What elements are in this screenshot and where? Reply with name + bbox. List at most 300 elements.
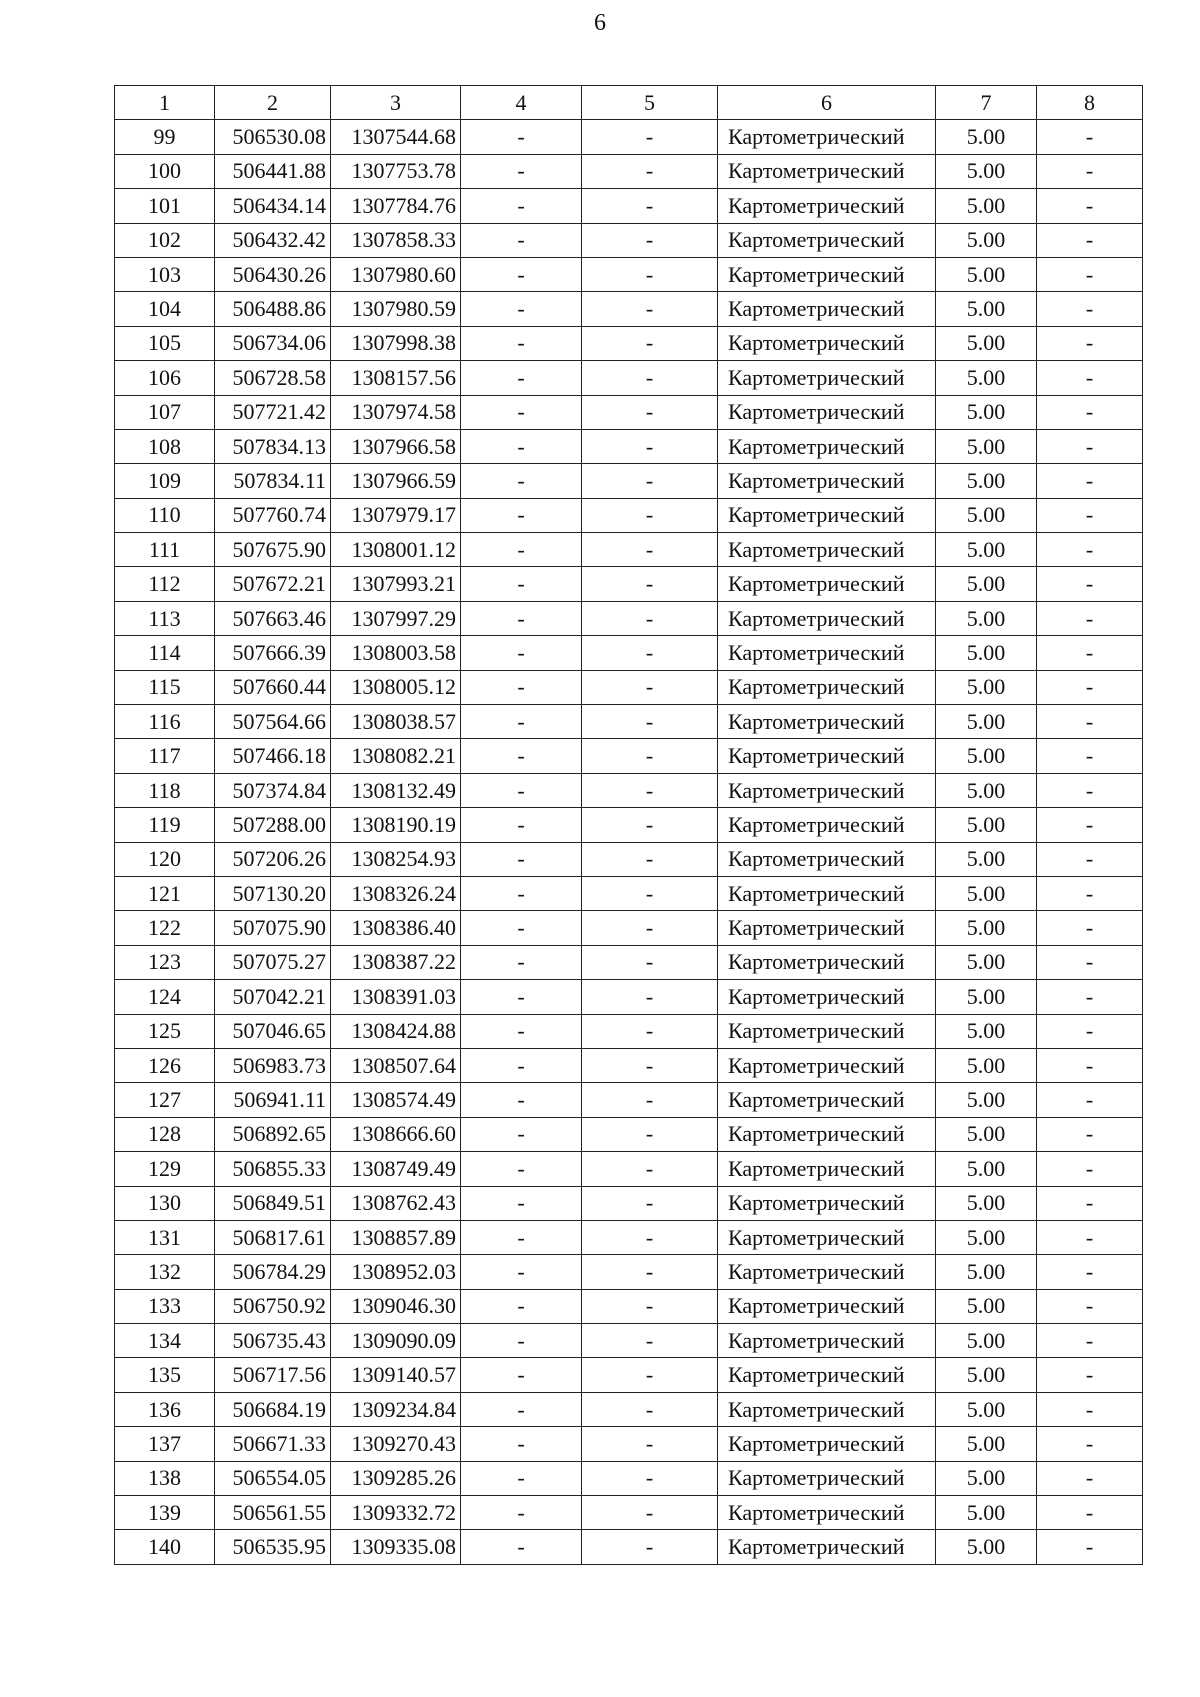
column-4-cell: - <box>461 1496 582 1530</box>
point-number-cell: 99 <box>115 120 215 154</box>
accuracy-cell: 5.00 <box>936 533 1037 567</box>
y-coordinate-cell: 1308326.24 <box>331 876 461 910</box>
column-8-cell: - <box>1037 1427 1143 1461</box>
method-cell: Картометрический <box>718 567 936 601</box>
y-coordinate-cell: 1309270.43 <box>331 1427 461 1461</box>
column-4-cell: - <box>461 292 582 326</box>
x-coordinate-cell: 506983.73 <box>215 1048 331 1082</box>
column-5-cell: - <box>582 1358 718 1392</box>
method-cell: Картометрический <box>718 361 936 395</box>
y-coordinate-cell: 1308005.12 <box>331 670 461 704</box>
accuracy-cell: 5.00 <box>936 1048 1037 1082</box>
x-coordinate-cell: 507564.66 <box>215 705 331 739</box>
point-number-cell: 113 <box>115 601 215 635</box>
column-5-cell: - <box>582 601 718 635</box>
point-number-cell: 119 <box>115 808 215 842</box>
column-4-cell: - <box>461 429 582 463</box>
accuracy-cell: 5.00 <box>936 842 1037 876</box>
column-8-cell: - <box>1037 808 1143 842</box>
table-row <box>115 876 1143 910</box>
column-4-cell: - <box>461 154 582 188</box>
y-coordinate-cell: 1307974.58 <box>331 395 461 429</box>
method-cell: Картометрический <box>718 154 936 188</box>
column-8-cell: - <box>1037 257 1143 291</box>
x-coordinate-cell: 506535.95 <box>215 1530 331 1564</box>
table-row <box>115 257 1143 291</box>
column-8-cell: - <box>1037 361 1143 395</box>
point-number-cell: 139 <box>115 1496 215 1530</box>
point-number-cell: 111 <box>115 533 215 567</box>
column-header: 3 <box>331 86 461 120</box>
point-number-cell: 138 <box>115 1461 215 1495</box>
column-5-cell: - <box>582 1496 718 1530</box>
column-5-cell: - <box>582 1392 718 1426</box>
x-coordinate-cell: 506941.11 <box>215 1083 331 1117</box>
column-5-cell: - <box>582 533 718 567</box>
x-coordinate-cell: 506784.29 <box>215 1255 331 1289</box>
column-5-cell: - <box>582 1186 718 1220</box>
method-cell: Картометрический <box>718 1152 936 1186</box>
point-number-cell: 118 <box>115 773 215 807</box>
table-body <box>115 120 1143 1564</box>
column-8-cell: - <box>1037 670 1143 704</box>
method-cell: Картометрический <box>718 498 936 532</box>
y-coordinate-cell: 1307966.59 <box>331 464 461 498</box>
accuracy-cell: 5.00 <box>936 361 1037 395</box>
point-number-cell: 109 <box>115 464 215 498</box>
column-5-cell: - <box>582 1083 718 1117</box>
accuracy-cell: 5.00 <box>936 601 1037 635</box>
column-4-cell: - <box>461 670 582 704</box>
column-4-cell: - <box>461 842 582 876</box>
column-8-cell: - <box>1037 1392 1143 1426</box>
column-4-cell: - <box>461 739 582 773</box>
column-8-cell: - <box>1037 567 1143 601</box>
point-number-cell: 106 <box>115 361 215 395</box>
table-row <box>115 498 1143 532</box>
table-row <box>115 1427 1143 1461</box>
y-coordinate-cell: 1308666.60 <box>331 1117 461 1151</box>
x-coordinate-cell: 506432.42 <box>215 223 331 257</box>
column-5-cell: - <box>582 223 718 257</box>
accuracy-cell: 5.00 <box>936 498 1037 532</box>
method-cell: Картометрический <box>718 1358 936 1392</box>
column-4-cell: - <box>461 1152 582 1186</box>
point-number-cell: 120 <box>115 842 215 876</box>
y-coordinate-cell: 1308386.40 <box>331 911 461 945</box>
x-coordinate-cell: 507288.00 <box>215 808 331 842</box>
x-coordinate-cell: 506855.33 <box>215 1152 331 1186</box>
y-coordinate-cell: 1308762.43 <box>331 1186 461 1220</box>
accuracy-cell: 5.00 <box>936 1220 1037 1254</box>
accuracy-cell: 5.00 <box>936 911 1037 945</box>
method-cell: Картометрический <box>718 1289 936 1323</box>
column-8-cell: - <box>1037 533 1143 567</box>
column-8-cell: - <box>1037 1324 1143 1358</box>
column-header: 4 <box>461 86 582 120</box>
method-cell: Картометрический <box>718 1530 936 1564</box>
method-cell: Картометрический <box>718 464 936 498</box>
column-5-cell: - <box>582 464 718 498</box>
y-coordinate-cell: 1307980.59 <box>331 292 461 326</box>
table-row <box>115 1117 1143 1151</box>
y-coordinate-cell: 1307997.29 <box>331 601 461 635</box>
column-4-cell: - <box>461 223 582 257</box>
column-5-cell: - <box>582 1255 718 1289</box>
column-4-cell: - <box>461 361 582 395</box>
method-cell: Картометрический <box>718 773 936 807</box>
method-cell: Картометрический <box>718 636 936 670</box>
method-cell: Картометрический <box>718 1186 936 1220</box>
x-coordinate-cell: 506684.19 <box>215 1392 331 1426</box>
column-5-cell: - <box>582 292 718 326</box>
column-5-cell: - <box>582 1324 718 1358</box>
column-4-cell: - <box>461 1427 582 1461</box>
column-5-cell: - <box>582 1427 718 1461</box>
column-4-cell: - <box>461 1255 582 1289</box>
table-row <box>115 1461 1143 1495</box>
x-coordinate-cell: 506530.08 <box>215 120 331 154</box>
table-row <box>115 120 1143 154</box>
accuracy-cell: 5.00 <box>936 945 1037 979</box>
page-number: 6 <box>594 10 606 36</box>
method-cell: Картометрический <box>718 1083 936 1117</box>
column-4-cell: - <box>461 808 582 842</box>
column-4-cell: - <box>461 945 582 979</box>
accuracy-cell: 5.00 <box>936 1083 1037 1117</box>
column-5-cell: - <box>582 1048 718 1082</box>
y-coordinate-cell: 1307966.58 <box>331 429 461 463</box>
column-8-cell: - <box>1037 1289 1143 1323</box>
column-8-cell: - <box>1037 326 1143 360</box>
method-cell: Картометрический <box>718 705 936 739</box>
accuracy-cell: 5.00 <box>936 1530 1037 1564</box>
column-8-cell: - <box>1037 1461 1143 1495</box>
table-row <box>115 1152 1143 1186</box>
y-coordinate-cell: 1308749.49 <box>331 1152 461 1186</box>
accuracy-cell: 5.00 <box>936 120 1037 154</box>
column-4-cell: - <box>461 1358 582 1392</box>
x-coordinate-cell: 506434.14 <box>215 189 331 223</box>
accuracy-cell: 5.00 <box>936 670 1037 704</box>
point-number-cell: 133 <box>115 1289 215 1323</box>
column-4-cell: - <box>461 1289 582 1323</box>
method-cell: Картометрический <box>718 1220 936 1254</box>
method-cell: Картометрический <box>718 1048 936 1082</box>
column-5-cell: - <box>582 120 718 154</box>
point-number-cell: 130 <box>115 1186 215 1220</box>
accuracy-cell: 5.00 <box>936 1358 1037 1392</box>
accuracy-cell: 5.00 <box>936 292 1037 326</box>
table-row <box>115 223 1143 257</box>
point-number-cell: 122 <box>115 911 215 945</box>
y-coordinate-cell: 1308157.56 <box>331 361 461 395</box>
column-5-cell: - <box>582 189 718 223</box>
x-coordinate-cell: 507075.27 <box>215 945 331 979</box>
column-4-cell: - <box>461 189 582 223</box>
accuracy-cell: 5.00 <box>936 808 1037 842</box>
point-number-cell: 126 <box>115 1048 215 1082</box>
column-8-cell: - <box>1037 842 1143 876</box>
accuracy-cell: 5.00 <box>936 1014 1037 1048</box>
x-coordinate-cell: 506488.86 <box>215 292 331 326</box>
y-coordinate-cell: 1307858.33 <box>331 223 461 257</box>
y-coordinate-cell: 1308391.03 <box>331 980 461 1014</box>
accuracy-cell: 5.00 <box>936 1461 1037 1495</box>
x-coordinate-cell: 507760.74 <box>215 498 331 532</box>
y-coordinate-cell: 1307998.38 <box>331 326 461 360</box>
column-header: 5 <box>582 86 718 120</box>
column-8-cell: - <box>1037 1358 1143 1392</box>
accuracy-cell: 5.00 <box>936 739 1037 773</box>
x-coordinate-cell: 506892.65 <box>215 1117 331 1151</box>
method-cell: Картометрический <box>718 429 936 463</box>
column-8-cell: - <box>1037 223 1143 257</box>
y-coordinate-cell: 1307980.60 <box>331 257 461 291</box>
point-number-cell: 112 <box>115 567 215 601</box>
column-8-cell: - <box>1037 1014 1143 1048</box>
column-8-cell: - <box>1037 498 1143 532</box>
table-row <box>115 1392 1143 1426</box>
method-cell: Картометрический <box>718 292 936 326</box>
point-number-cell: 104 <box>115 292 215 326</box>
column-header: 1 <box>115 86 215 120</box>
column-5-cell: - <box>582 361 718 395</box>
point-number-cell: 129 <box>115 1152 215 1186</box>
x-coordinate-cell: 507206.26 <box>215 842 331 876</box>
column-5-cell: - <box>582 1461 718 1495</box>
column-5-cell: - <box>582 395 718 429</box>
table-row <box>115 773 1143 807</box>
method-cell: Картометрический <box>718 980 936 1014</box>
method-cell: Картометрический <box>718 1014 936 1048</box>
column-8-cell: - <box>1037 1530 1143 1564</box>
x-coordinate-cell: 507042.21 <box>215 980 331 1014</box>
accuracy-cell: 5.00 <box>936 567 1037 601</box>
accuracy-cell: 5.00 <box>936 773 1037 807</box>
column-4-cell: - <box>461 1461 582 1495</box>
x-coordinate-cell: 506750.92 <box>215 1289 331 1323</box>
column-header: 7 <box>936 86 1037 120</box>
table-header-row <box>115 86 1143 120</box>
method-cell: Картометрический <box>718 911 936 945</box>
y-coordinate-cell: 1309140.57 <box>331 1358 461 1392</box>
x-coordinate-cell: 506441.88 <box>215 154 331 188</box>
column-8-cell: - <box>1037 1152 1143 1186</box>
column-5-cell: - <box>582 498 718 532</box>
x-coordinate-cell: 506817.61 <box>215 1220 331 1254</box>
table-row <box>115 326 1143 360</box>
column-8-cell: - <box>1037 1186 1143 1220</box>
table-row <box>115 154 1143 188</box>
column-8-cell: - <box>1037 636 1143 670</box>
column-8-cell: - <box>1037 945 1143 979</box>
table-row <box>115 1083 1143 1117</box>
accuracy-cell: 5.00 <box>936 1427 1037 1461</box>
table-row <box>115 1289 1143 1323</box>
y-coordinate-cell: 1309332.72 <box>331 1496 461 1530</box>
column-5-cell: - <box>582 773 718 807</box>
table-row <box>115 395 1143 429</box>
table-row <box>115 945 1143 979</box>
point-number-cell: 134 <box>115 1324 215 1358</box>
column-4-cell: - <box>461 636 582 670</box>
column-4-cell: - <box>461 120 582 154</box>
table-row <box>115 1324 1143 1358</box>
accuracy-cell: 5.00 <box>936 636 1037 670</box>
y-coordinate-cell: 1309234.84 <box>331 1392 461 1426</box>
column-8-cell: - <box>1037 189 1143 223</box>
column-5-cell: - <box>582 808 718 842</box>
accuracy-cell: 5.00 <box>936 189 1037 223</box>
accuracy-cell: 5.00 <box>936 1255 1037 1289</box>
method-cell: Картометрический <box>718 1255 936 1289</box>
table-row <box>115 601 1143 635</box>
x-coordinate-cell: 507721.42 <box>215 395 331 429</box>
column-8-cell: - <box>1037 876 1143 910</box>
column-header: 8 <box>1037 86 1143 120</box>
point-number-cell: 107 <box>115 395 215 429</box>
point-number-cell: 123 <box>115 945 215 979</box>
column-4-cell: - <box>461 464 582 498</box>
column-5-cell: - <box>582 705 718 739</box>
column-4-cell: - <box>461 705 582 739</box>
point-number-cell: 100 <box>115 154 215 188</box>
point-number-cell: 105 <box>115 326 215 360</box>
y-coordinate-cell: 1308387.22 <box>331 945 461 979</box>
y-coordinate-cell: 1308857.89 <box>331 1220 461 1254</box>
table-row <box>115 1496 1143 1530</box>
column-5-cell: - <box>582 257 718 291</box>
table-row <box>115 842 1143 876</box>
y-coordinate-cell: 1309090.09 <box>331 1324 461 1358</box>
column-5-cell: - <box>582 1289 718 1323</box>
column-4-cell: - <box>461 980 582 1014</box>
column-5-cell: - <box>582 1220 718 1254</box>
y-coordinate-cell: 1307544.68 <box>331 120 461 154</box>
method-cell: Картометрический <box>718 395 936 429</box>
table-row <box>115 705 1143 739</box>
column-4-cell: - <box>461 876 582 910</box>
column-8-cell: - <box>1037 1048 1143 1082</box>
column-5-cell: - <box>582 1014 718 1048</box>
table-row <box>115 808 1143 842</box>
y-coordinate-cell: 1307993.21 <box>331 567 461 601</box>
column-8-cell: - <box>1037 395 1143 429</box>
table-row <box>115 567 1143 601</box>
x-coordinate-cell: 507660.44 <box>215 670 331 704</box>
y-coordinate-cell: 1308132.49 <box>331 773 461 807</box>
y-coordinate-cell: 1309046.30 <box>331 1289 461 1323</box>
table-row <box>115 429 1143 463</box>
x-coordinate-cell: 507666.39 <box>215 636 331 670</box>
accuracy-cell: 5.00 <box>936 395 1037 429</box>
method-cell: Картометрический <box>718 257 936 291</box>
coordinates-table <box>114 85 1143 1565</box>
column-8-cell: - <box>1037 980 1143 1014</box>
x-coordinate-cell: 507663.46 <box>215 601 331 635</box>
accuracy-cell: 5.00 <box>936 1496 1037 1530</box>
point-number-cell: 108 <box>115 429 215 463</box>
column-5-cell: - <box>582 980 718 1014</box>
column-8-cell: - <box>1037 154 1143 188</box>
x-coordinate-cell: 507675.90 <box>215 533 331 567</box>
x-coordinate-cell: 506734.06 <box>215 326 331 360</box>
column-4-cell: - <box>461 326 582 360</box>
column-8-cell: - <box>1037 1220 1143 1254</box>
column-8-cell: - <box>1037 1083 1143 1117</box>
point-number-cell: 114 <box>115 636 215 670</box>
column-8-cell: - <box>1037 120 1143 154</box>
point-number-cell: 116 <box>115 705 215 739</box>
x-coordinate-cell: 507834.13 <box>215 429 331 463</box>
table-row <box>115 533 1143 567</box>
y-coordinate-cell: 1308003.58 <box>331 636 461 670</box>
table-row <box>115 911 1143 945</box>
method-cell: Картометрический <box>718 808 936 842</box>
y-coordinate-cell: 1308190.19 <box>331 808 461 842</box>
column-5-cell: - <box>582 567 718 601</box>
method-cell: Картометрический <box>718 223 936 257</box>
column-8-cell: - <box>1037 705 1143 739</box>
x-coordinate-cell: 507466.18 <box>215 739 331 773</box>
accuracy-cell: 5.00 <box>936 223 1037 257</box>
y-coordinate-cell: 1309335.08 <box>331 1530 461 1564</box>
column-4-cell: - <box>461 1014 582 1048</box>
point-number-cell: 127 <box>115 1083 215 1117</box>
column-4-cell: - <box>461 911 582 945</box>
point-number-cell: 115 <box>115 670 215 704</box>
y-coordinate-cell: 1308254.93 <box>331 842 461 876</box>
column-4-cell: - <box>461 773 582 807</box>
column-4-cell: - <box>461 601 582 635</box>
table-row <box>115 1014 1143 1048</box>
accuracy-cell: 5.00 <box>936 154 1037 188</box>
accuracy-cell: 5.00 <box>936 1392 1037 1426</box>
column-8-cell: - <box>1037 601 1143 635</box>
accuracy-cell: 5.00 <box>936 1324 1037 1358</box>
x-coordinate-cell: 506728.58 <box>215 361 331 395</box>
x-coordinate-cell: 506671.33 <box>215 1427 331 1461</box>
accuracy-cell: 5.00 <box>936 1186 1037 1220</box>
method-cell: Картометрический <box>718 1324 936 1358</box>
x-coordinate-cell: 506849.51 <box>215 1186 331 1220</box>
column-5-cell: - <box>582 842 718 876</box>
table-row <box>115 1186 1143 1220</box>
method-cell: Картометрический <box>718 326 936 360</box>
column-5-cell: - <box>582 911 718 945</box>
table-row <box>115 1255 1143 1289</box>
x-coordinate-cell: 506430.26 <box>215 257 331 291</box>
point-number-cell: 121 <box>115 876 215 910</box>
point-number-cell: 136 <box>115 1392 215 1426</box>
column-header: 6 <box>718 86 936 120</box>
column-8-cell: - <box>1037 464 1143 498</box>
y-coordinate-cell: 1307979.17 <box>331 498 461 532</box>
accuracy-cell: 5.00 <box>936 980 1037 1014</box>
method-cell: Картометрический <box>718 1461 936 1495</box>
column-4-cell: - <box>461 1048 582 1082</box>
method-cell: Картометрический <box>718 1392 936 1426</box>
method-cell: Картометрический <box>718 842 936 876</box>
y-coordinate-cell: 1307753.78 <box>331 154 461 188</box>
column-4-cell: - <box>461 567 582 601</box>
point-number-cell: 124 <box>115 980 215 1014</box>
column-8-cell: - <box>1037 429 1143 463</box>
point-number-cell: 103 <box>115 257 215 291</box>
table-row <box>115 1220 1143 1254</box>
point-number-cell: 128 <box>115 1117 215 1151</box>
